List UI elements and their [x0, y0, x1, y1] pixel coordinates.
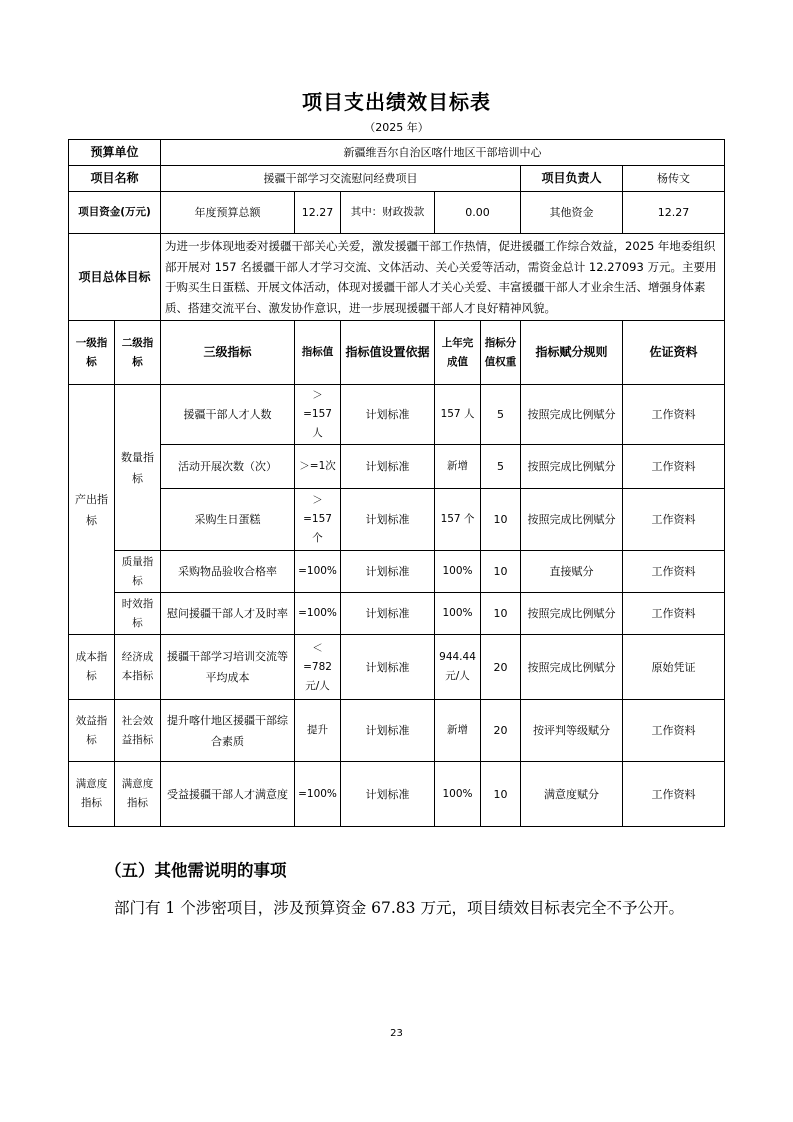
- indicator-basis: 计划标准: [341, 385, 435, 445]
- indicator-basis: 计划标准: [341, 700, 435, 762]
- indicator: 提升喀什地区援疆干部综合素质: [161, 700, 295, 762]
- indicator-basis: 计划标准: [341, 551, 435, 593]
- indicator-weight: 10: [481, 593, 521, 635]
- scoring-rule: 满意度赋分: [521, 762, 623, 827]
- page-title: 项目支出绩效目标表: [302, 90, 491, 114]
- level2-economic-cost: 经济成本指标: [115, 635, 161, 700]
- indicator-value: =100%: [295, 762, 341, 827]
- indicator-value: ＜=782元/人: [295, 635, 341, 700]
- level2-quantity: 数量指标: [115, 385, 161, 551]
- table-row: [69, 385, 725, 445]
- indicator-value: ＞=157个: [295, 489, 341, 551]
- header-weight: 指标分值权重: [481, 321, 521, 385]
- header-evidence: 佐证资料: [623, 321, 725, 385]
- evidence: 工作资料: [623, 489, 725, 551]
- performance-target-table: [68, 139, 725, 827]
- indicator-weight: 5: [481, 385, 521, 445]
- row-budget-unit: [69, 140, 725, 166]
- scoring-rule: 按照完成比例赋分: [521, 385, 623, 445]
- indicator-value: =100%: [295, 551, 341, 593]
- scoring-rule: 按照完成比例赋分: [521, 635, 623, 700]
- section-heading: （五）其他需说明的事项: [105, 861, 287, 880]
- last-year-value: 157 个: [435, 489, 481, 551]
- indicator-basis: 计划标准: [341, 445, 435, 489]
- indicator-weight: 5: [481, 445, 521, 489]
- indicator-value: ＞=1次: [295, 445, 341, 489]
- project-lead-label: 项目负责人: [521, 166, 623, 192]
- fiscal-label: 其中：财政拨款: [341, 192, 435, 234]
- page-number: 23: [390, 1028, 403, 1039]
- scoring-rule: 按评判等级赋分: [521, 700, 623, 762]
- budget-unit-label: 预算单位: [69, 140, 161, 166]
- indicator-basis: 计划标准: [341, 489, 435, 551]
- indicator-value: 提升: [295, 700, 341, 762]
- last-year-value: 157 人: [435, 385, 481, 445]
- level1-satisfaction: 满意度指标: [69, 762, 115, 827]
- table-row: [69, 700, 725, 762]
- evidence: 工作资料: [623, 762, 725, 827]
- evidence: 工作资料: [623, 445, 725, 489]
- project-name-value: 援疆干部学习交流慰问经费项目: [161, 166, 521, 192]
- table-row: [69, 593, 725, 635]
- indicator-value: =100%: [295, 593, 341, 635]
- funds-label: 项目资金(万元): [69, 192, 161, 234]
- last-year-value: 100%: [435, 762, 481, 827]
- evidence: 工作资料: [623, 385, 725, 445]
- row-funds: [69, 192, 725, 234]
- indicator: 受益援疆干部人才满意度: [161, 762, 295, 827]
- table-row: [69, 445, 725, 489]
- table-row: [69, 489, 725, 551]
- indicator-weight: 10: [481, 762, 521, 827]
- scoring-rule: 按照完成比例赋分: [521, 445, 623, 489]
- table-row: [69, 635, 725, 700]
- level1-output: 产出指标: [69, 385, 115, 635]
- indicator: 援疆干部学习培训交流等平均成本: [161, 635, 295, 700]
- project-name-label: 项目名称: [69, 166, 161, 192]
- scoring-rule: 直接赋分: [521, 551, 623, 593]
- table-row: [69, 551, 725, 593]
- indicator-weight: 20: [481, 635, 521, 700]
- annual-total-value: 12.27: [295, 192, 341, 234]
- fiscal-value: 0.00: [435, 192, 521, 234]
- other-funds-label: 其他资金: [521, 192, 623, 234]
- section-paragraph: 部门有 1 个涉密项目，涉及预算资金 67.83 万元，项目绩效目标表完全不予公开。: [114, 899, 684, 917]
- level2-quality: 质量指标: [115, 551, 161, 593]
- indicator-value: ＞=157人: [295, 385, 341, 445]
- header-basis: 指标值设置依据: [341, 321, 435, 385]
- evidence: 工作资料: [623, 700, 725, 762]
- project-lead-value: 杨传文: [623, 166, 725, 192]
- indicator: 采购生日蛋糕: [161, 489, 295, 551]
- header-last-year: 上年完成值: [435, 321, 481, 385]
- header-row: [69, 321, 725, 385]
- annual-total-label: 年度预算总额: [161, 192, 295, 234]
- evidence: 原始凭证: [623, 635, 725, 700]
- row-overall-goal: [69, 234, 725, 321]
- last-year-value: 100%: [435, 551, 481, 593]
- indicator-basis: 计划标准: [341, 635, 435, 700]
- indicator: 采购物品验收合格率: [161, 551, 295, 593]
- indicator-weight: 10: [481, 489, 521, 551]
- level2-satisfaction: 满意度指标: [115, 762, 161, 827]
- indicator: 援疆干部人才人数: [161, 385, 295, 445]
- overall-goal-label: 项目总体目标: [69, 234, 161, 321]
- header-value: 指标值: [295, 321, 341, 385]
- scoring-rule: 按照完成比例赋分: [521, 593, 623, 635]
- last-year-value: 新增: [435, 445, 481, 489]
- last-year-value: 944.44元/人: [435, 635, 481, 700]
- header-rule: 指标赋分规则: [521, 321, 623, 385]
- header-level2: 二级指标: [115, 321, 161, 385]
- indicator: 活动开展次数（次）: [161, 445, 295, 489]
- year-label: （2025 年）: [364, 121, 429, 134]
- scoring-rule: 按照完成比例赋分: [521, 489, 623, 551]
- level1-cost: 成本指标: [69, 635, 115, 700]
- overall-goal-text: 为进一步体现地委对援疆干部关心关爱，激发援疆干部工作热情，促进援疆工作综合效益，2025 年地委组织部开展对 157 名援疆干部人才学习交流、文体活动、关心关爱等活动，需资金总计 12.27093 万元。主要用于购买生日蛋糕、开展文体活动，体现对援疆干部人才关心关爱、丰富援疆干部人才业余生活、增强身体素质、搭建交流平台、激发协作意识，进一步展现援疆干部人才良好精神风貌。: [161, 234, 725, 321]
- indicator-weight: 20: [481, 700, 521, 762]
- indicator-basis: 计划标准: [341, 593, 435, 635]
- evidence: 工作资料: [623, 593, 725, 635]
- row-project-name: [69, 166, 725, 192]
- level1-benefit: 效益指标: [69, 700, 115, 762]
- header-level1: 一级指标: [69, 321, 115, 385]
- header-level3: 三级指标: [161, 321, 295, 385]
- last-year-value: 100%: [435, 593, 481, 635]
- last-year-value: 新增: [435, 700, 481, 762]
- budget-unit-value: 新疆维吾尔自治区喀什地区干部培训中心: [161, 140, 725, 166]
- level2-timeliness: 时效指标: [115, 593, 161, 635]
- other-funds-value: 12.27: [623, 192, 725, 234]
- table-row: [69, 762, 725, 827]
- evidence: 工作资料: [623, 551, 725, 593]
- level2-social-benefit: 社会效益指标: [115, 700, 161, 762]
- indicator-basis: 计划标准: [341, 762, 435, 827]
- indicator-weight: 10: [481, 551, 521, 593]
- indicator: 慰问援疆干部人才及时率: [161, 593, 295, 635]
